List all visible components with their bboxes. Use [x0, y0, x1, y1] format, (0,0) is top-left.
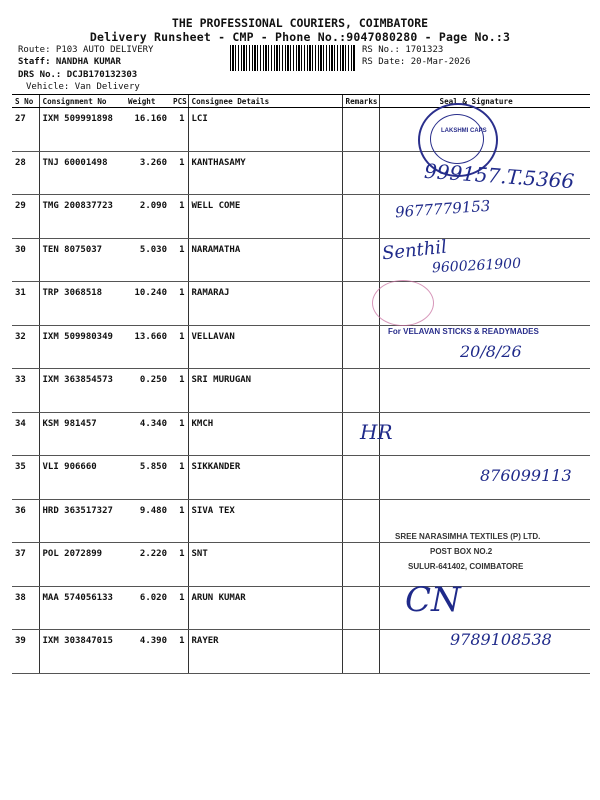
remarks-cell [342, 238, 379, 282]
consignee-cell: LCI [188, 108, 342, 152]
consignment-cell: TMG 200837723 [39, 195, 125, 239]
col-consignee: Consignee Details [188, 95, 342, 108]
table-row [12, 282, 590, 326]
remarks-cell [342, 151, 379, 195]
stamp-sree-narasimha: SREE NARASIMHA TEXTILES (P) LTD. [395, 532, 541, 541]
col-consignment: Consignment No [39, 95, 125, 108]
signature-cell [379, 369, 590, 413]
consignee-cell: NARAMATHA [188, 238, 342, 282]
consignment-cell: TRP 3068518 [39, 282, 125, 326]
sno-cell: 31 [12, 282, 39, 326]
signature-row-32-date: 20/8/26 [460, 342, 522, 361]
remarks-cell [342, 369, 379, 413]
pcs-cell: 1 [170, 195, 188, 239]
remarks-cell [342, 108, 379, 152]
table-header-row [12, 95, 590, 108]
consignee-cell: RAYER [188, 630, 342, 674]
pcs-cell: 1 [170, 238, 188, 282]
sno-cell: 36 [12, 499, 39, 543]
consignee-cell: WELL COME [188, 195, 342, 239]
signature-row-30-phone: 9600261900 [431, 255, 522, 277]
sno-cell: 29 [12, 195, 39, 239]
consignee-cell: KANTHASAMY [188, 151, 342, 195]
consignment-cell: HRD 363517327 [39, 499, 125, 543]
stamp-velavan: For VELAVAN STICKS & READYMADES [388, 327, 539, 336]
consignment-cell: IXM 363854573 [39, 369, 125, 413]
consignee-cell: KMCH [188, 412, 342, 456]
consignment-cell: IXM 509991898 [39, 108, 125, 152]
remarks-cell [342, 586, 379, 630]
pcs-cell: 1 [170, 282, 188, 326]
col-remarks: Remarks [342, 95, 379, 108]
pcs-cell: 1 [170, 369, 188, 413]
signature-row-39: 9789108538 [450, 630, 552, 649]
pcs-cell: 1 [170, 499, 188, 543]
rs-date-label: RS Date: 20-Mar-2026 [362, 57, 471, 67]
table-row [12, 412, 590, 456]
table-row [12, 586, 590, 630]
signature-row-38: CN [405, 580, 461, 620]
stamp-post-box: POST BOX NO.2 [430, 547, 493, 556]
sno-cell: 30 [12, 238, 39, 282]
pcs-cell: 1 [170, 325, 188, 369]
consignee-cell: SRI MURUGAN [188, 369, 342, 413]
company-title: THE PROFESSIONAL COURIERS, COIMBATORE [171, 16, 429, 30]
sno-cell: 39 [12, 630, 39, 674]
consignment-cell: TEN 8075037 [39, 238, 125, 282]
pcs-cell: 1 [170, 543, 188, 587]
consignment-cell: POL 2072899 [39, 543, 125, 587]
consignment-cell: IXM 303847015 [39, 630, 125, 674]
signature-row-29: 9677779153 [394, 196, 491, 222]
pcs-cell: 1 [170, 412, 188, 456]
pcs-cell: 1 [170, 108, 188, 152]
drs-label: DRS No.: DCJB170132303 [18, 70, 138, 80]
sno-cell: 28 [12, 151, 39, 195]
consignment-cell: MAA 574056133 [39, 586, 125, 630]
vehicle-label: Vehicle: Van Delivery [26, 82, 140, 92]
col-weight: Weight [125, 95, 170, 108]
runsheet-subtitle: Delivery Runsheet - CMP - Phone No.:9047080280 - Page No.:3 [89, 30, 511, 44]
sno-cell: 27 [12, 108, 39, 152]
stamp-sulur: SULUR-641402, COIMBATORE [408, 562, 524, 571]
weight-cell: 3.260 [125, 151, 170, 195]
pcs-cell: 1 [170, 630, 188, 674]
weight-cell: 0.250 [125, 369, 170, 413]
col-signature: Seal & Signature [379, 95, 590, 108]
barcode [230, 45, 355, 71]
consignment-cell: IXM 509980349 [39, 325, 125, 369]
consignment-cell: KSM 981457 [39, 412, 125, 456]
consignee-cell: VELLAVAN [188, 325, 342, 369]
signature-row-28: 999157.T.5366 [423, 158, 576, 194]
consignment-cell: VLI 906660 [39, 456, 125, 500]
col-pcs: PCS [170, 95, 188, 108]
rs-no-label: RS No.: 1701323 [362, 45, 444, 55]
sno-cell: 37 [12, 543, 39, 587]
sno-cell: 33 [12, 369, 39, 413]
table-row [12, 369, 590, 413]
signature-row-35: 876099113 [480, 466, 572, 485]
company-seal-inner-ring [430, 114, 484, 164]
table-row [12, 195, 590, 239]
weight-cell: 10.240 [125, 282, 170, 326]
pcs-cell: 1 [170, 151, 188, 195]
sno-cell: 32 [12, 325, 39, 369]
pcs-cell: 1 [170, 456, 188, 500]
consignee-cell: ARUN KUMAR [188, 586, 342, 630]
consignee-cell: SNT [188, 543, 342, 587]
pcs-cell: 1 [170, 586, 188, 630]
weight-cell: 4.340 [125, 412, 170, 456]
signature-row-34: HR [360, 420, 393, 444]
signature-row-30: Senthil [381, 236, 448, 265]
weight-cell: 5.850 [125, 456, 170, 500]
weight-cell: 4.390 [125, 630, 170, 674]
remarks-cell [342, 630, 379, 674]
remarks-cell [342, 325, 379, 369]
weight-cell: 5.030 [125, 238, 170, 282]
weight-cell: 2.090 [125, 195, 170, 239]
signature-cell [379, 412, 590, 456]
remarks-cell [342, 499, 379, 543]
staff-label: Staff: NANDHA KUMAR [18, 57, 121, 67]
weight-cell: 16.160 [125, 108, 170, 152]
sno-cell: 38 [12, 586, 39, 630]
col-sno: S No [12, 95, 39, 108]
consignment-cell: TNJ 60001498 [39, 151, 125, 195]
consignee-cell: SIVA TEX [188, 499, 342, 543]
weight-cell: 2.220 [125, 543, 170, 587]
sno-cell: 34 [12, 412, 39, 456]
faded-stamp-row-31 [372, 280, 434, 326]
remarks-cell [342, 543, 379, 587]
weight-cell: 13.660 [125, 325, 170, 369]
remarks-cell [342, 195, 379, 239]
stamp-lakshmi: LAKSHMI CAPS [441, 128, 487, 134]
weight-cell: 6.020 [125, 586, 170, 630]
remarks-cell [342, 456, 379, 500]
route-label: Route: P103 AUTO DELIVERY [18, 45, 154, 55]
consignee-cell: RAMARAJ [188, 282, 342, 326]
sno-cell: 35 [12, 456, 39, 500]
weight-cell: 9.480 [125, 499, 170, 543]
consignee-cell: SIKKANDER [188, 456, 342, 500]
table-row [12, 108, 590, 152]
